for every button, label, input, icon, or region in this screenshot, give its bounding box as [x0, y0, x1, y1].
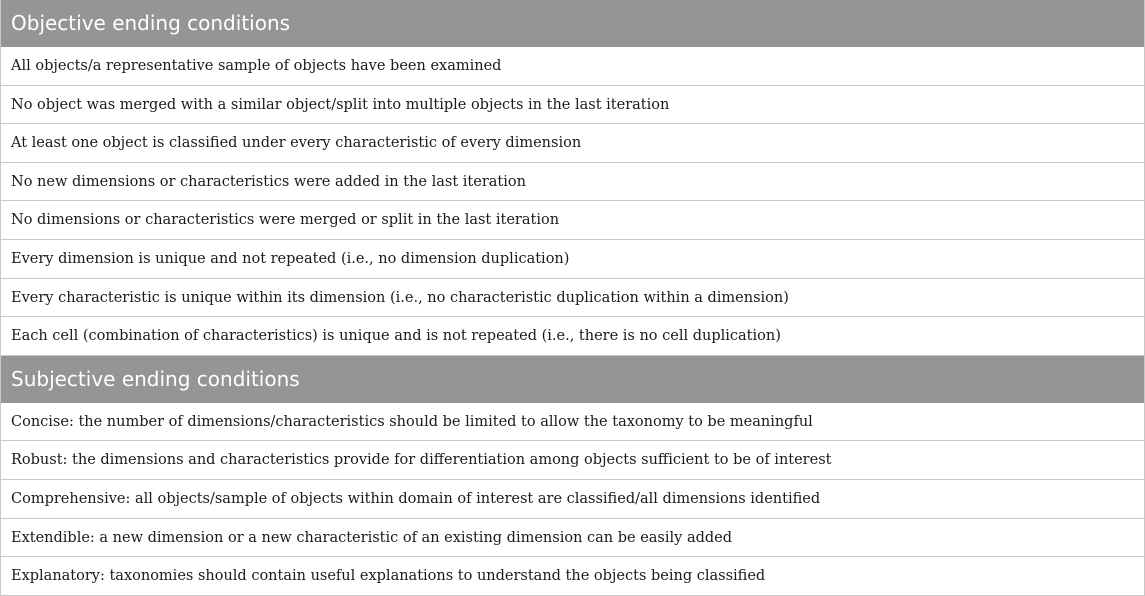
section-header-objective: Objective ending conditions: [1, 0, 1144, 47]
table-row: All objects/a representative sample of objects have been examined: [1, 47, 1144, 86]
section-header-subjective: Subjective ending conditions: [1, 356, 1144, 403]
table-row: Robust: the dimensions and characteristics provide for differentiation among objects sufficient to be of interest: [1, 441, 1144, 480]
table-row: No dimensions or characteristics were merged or split in the last iteration: [1, 201, 1144, 240]
table-row: No new dimensions or characteristics were added in the last iteration: [1, 163, 1144, 202]
table-row: Extendible: a new dimension or a new characteristic of an existing dimension can be easily added: [1, 519, 1144, 558]
table-row: Concise: the number of dimensions/characteristics should be limited to allow the taxonomy to be meaningful: [1, 403, 1144, 442]
table-row: No object was merged with a similar object/split into multiple objects in the last iteration: [1, 86, 1144, 125]
table-row: Comprehensive: all objects/sample of objects within domain of interest are classified/all dimensions identified: [1, 480, 1144, 519]
table-row: At least one object is classified under every characteristic of every dimension: [1, 124, 1144, 163]
table-row: Every dimension is unique and not repeated (i.e., no dimension duplication): [1, 240, 1144, 279]
table-row: Every characteristic is unique within its dimension (i.e., no characteristic duplication within a dimension): [1, 279, 1144, 318]
table-row: Explanatory: taxonomies should contain useful explanations to understand the objects being classified: [1, 557, 1144, 596]
table-row: Each cell (combination of characteristics) is unique and is not repeated (i.e., there is no cell duplication): [1, 317, 1144, 356]
